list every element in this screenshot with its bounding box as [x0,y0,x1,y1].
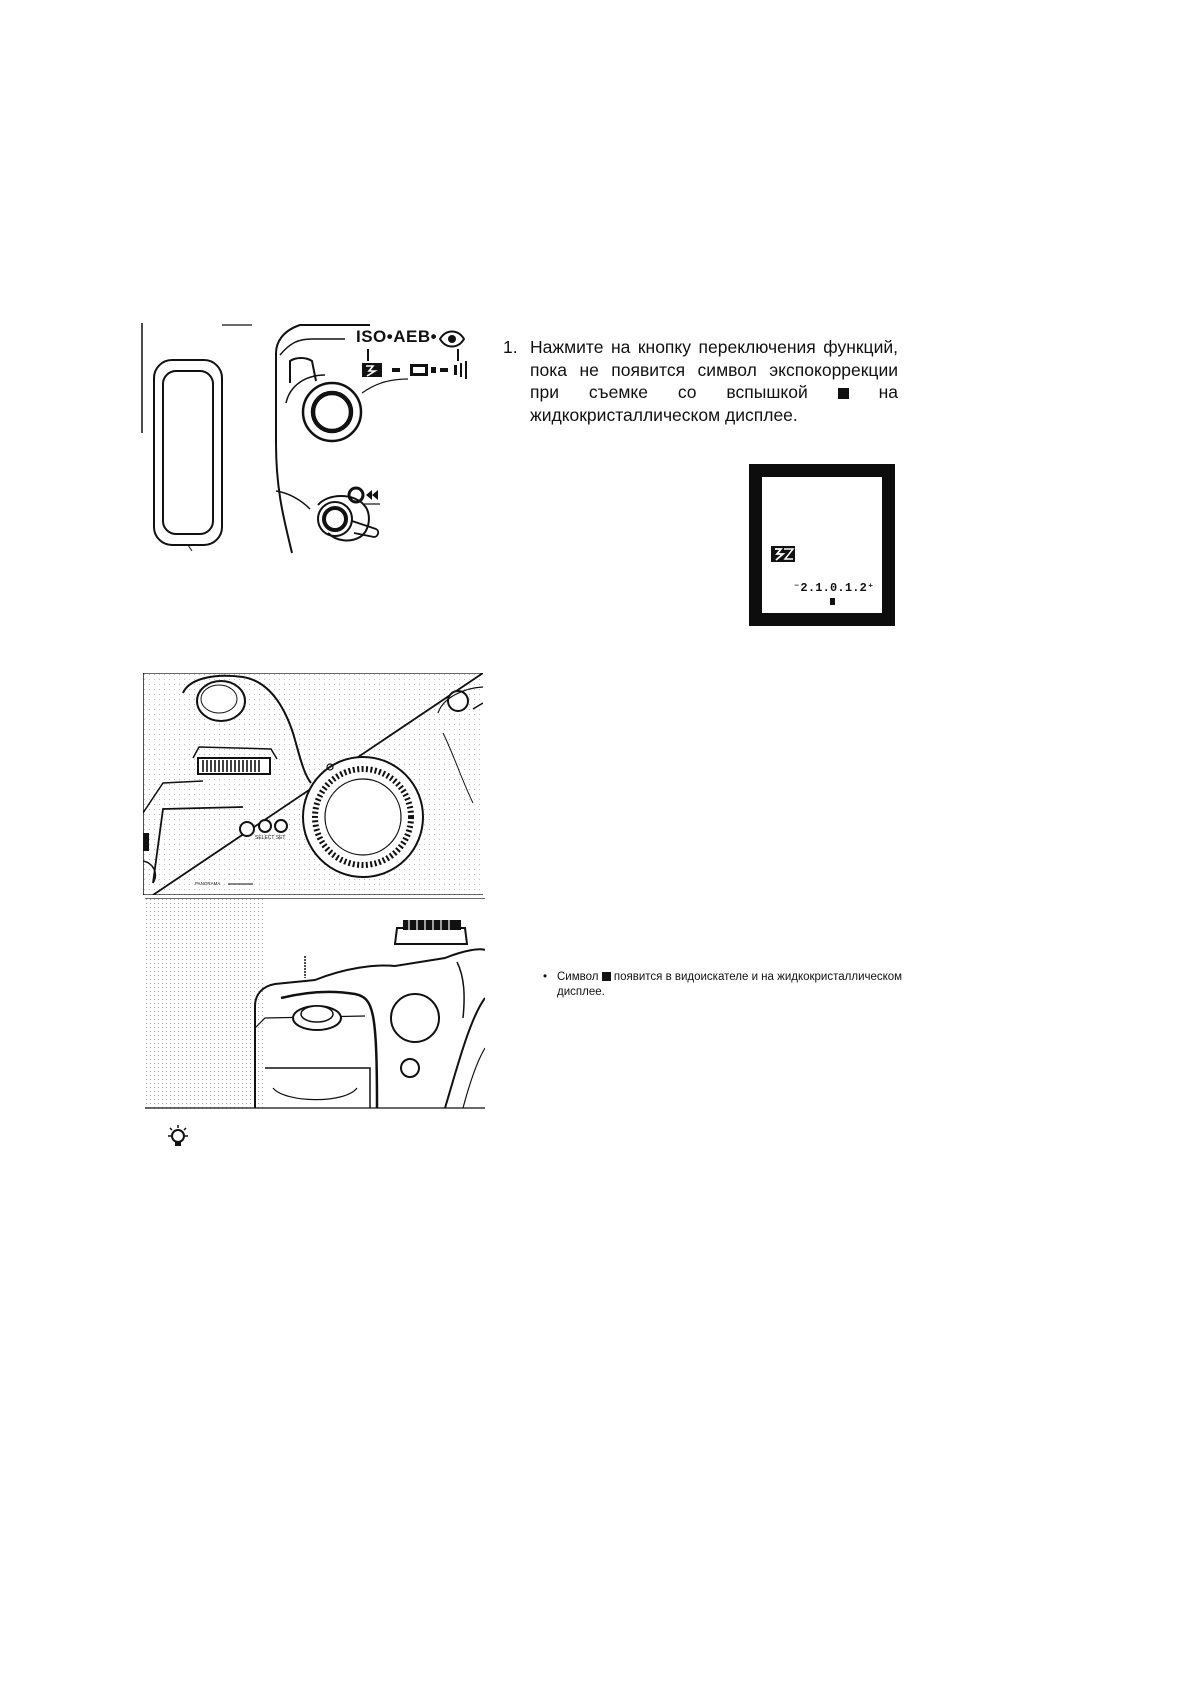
rewind-icon [349,488,380,504]
step-text-part1: Нажмите на кнопку переключения функций, пока не появится символ экспокоррекции при съемке со вспышкой [530,337,898,402]
camera-back-drawing [143,673,483,895]
camera-front-photo [145,898,485,1120]
eye-icon [440,332,464,347]
step-text-part2: на жидкокристаллическом дисплее. [530,382,898,425]
camera-top-illustration [140,323,470,563]
bullet-text [557,970,907,1000]
flash-exposure-compensation-icon [838,388,849,399]
camera-front-drawing [145,898,485,1120]
panorama-label: PANORAMA [195,881,221,886]
bullet-mark: • [543,971,548,983]
flash-exposure-compensation-icon [771,546,795,562]
lcd-frame [749,464,895,626]
exposure-scale: ⁻2.1.0.1.2⁺ [793,581,875,595]
bullet-text-part1: Символ [557,971,599,983]
bullet-text-part2: появится в видоискателе и на жидкокристаллическом дисплее. [557,971,903,998]
step-text [530,336,898,426]
select-set-label: SELECT SET [255,835,286,841]
camera-top-drawing [140,323,470,563]
exposure-level-marker [830,598,835,605]
camera-back-photo [143,673,483,895]
lightbulb-tip-icon [165,1124,191,1150]
lcd-display [749,464,895,626]
flash-exposure-compensation-icon [602,972,611,981]
step-number: 1. [503,337,518,357]
iso-aeb-label: ISO•AEB• [356,327,438,346]
